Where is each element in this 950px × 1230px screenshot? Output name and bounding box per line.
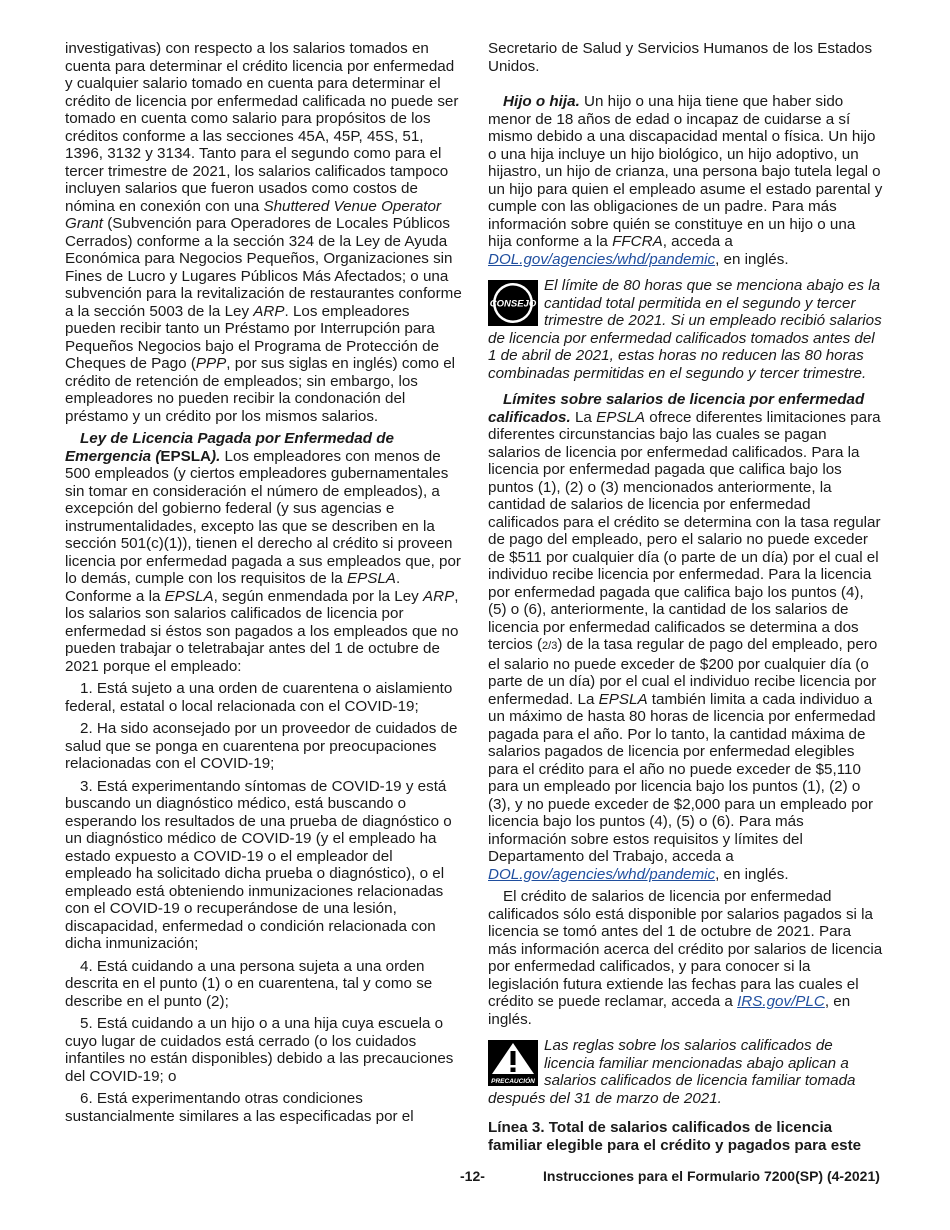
page-number: -12- — [460, 1168, 485, 1184]
paragraph-continuation: Secretario de Salud y Servicios Humanos de los Estados Unidos. — [488, 40, 873, 75]
left-column — [65, 40, 462, 1130]
svg-text:CONSEJO: CONSEJO — [489, 298, 537, 310]
tip-text: El límite de 80 horas que se menciona abajo es la cantidad total permitida en el segundo y tercer trimestre de 2021. Si un empleado recibió salarios de licencia por enfermedad calificados tomados antes del 1 de abril de 2021, estas horas no reducen las 80 horas combinadas permitidas en el segundo y tercer trimestre. — [488, 277, 882, 382]
list-item: 5. Está cuidando a un hijo o a una hija cuya escuela o cuyo lugar de cuidados está cerrado (o los cuidados infantiles no están disponibles) debido a las precauciones del COVID-19; o — [65, 1015, 454, 1085]
right-column — [488, 40, 883, 1159]
consejo-icon — [488, 280, 538, 326]
form-title: Instrucciones para el Formulario 7200(SP) (4-2021) — [543, 1168, 880, 1184]
paragraph-epsla: Ley de Licencia Pagada por Enfermedad de Emergencia (EPSLA). Los empleadores con menos de 500 empleados (y ciertos empleadores gubernamentales sin tomar en consideración el número de empleados), a excepción del gobierno federal (y sus agencias e instrumentalidades, excepto las que se describen en la sección 501(c)(1)), tienen el derecho al crédito si proveen licencia por enfermedad pagada a sus empleados que, por lo demás, cumple con los requisitos de la EPSLA. Conforme a la EPSLA, según enmendada por la Ley ARP, los salarios son salarios calificados de licencia por enfermedad si éstos son pagados a los empleados que no pueden trabajar o teletrabajar antes del 1 de octubre de 2021 porque el empleado: — [65, 430, 461, 675]
svg-text:PRECAUCIÓN: PRECAUCIÓN — [491, 1078, 535, 1085]
dol-pandemic-link[interactable]: DOL.gov/agencies/whd/pandemic — [488, 250, 716, 268]
caution-text: Las reglas sobre los salarios calificados de licencia familiar mencionadas abajo aplican a salarios calificados de licencia familiar tomada después del 31 de marzo de 2021. — [488, 1037, 856, 1107]
dol-pandemic-link[interactable]: DOL.gov/agencies/whd/pandemic — [488, 865, 716, 883]
paragraph-credito: El crédito de salarios de licencia por enfermedad calificados sólo está disponible por salarios pagados si la licencia se tomó antes del 1 de octubre de 2021. Para más información acerca del crédito por salarios de licencia por enfermedad calificados, y para conocer si la legislación futura extiende las fechas para las cuales el crédito se puede reclamar, acceda a IRS.gov/PLC, en inglés. — [488, 888, 883, 1028]
list-item: 3. Está experimentando síntomas de COVID-19 y está buscando un diagnóstico médico, está buscando o esperando los resultados de una prueba de diagnóstico o un diagnóstico médico de COVID-19 (y el empleado ha estado expuesto a COVID-19 o el empleador del empleado ha solicitado dicha prueba o diagnóstico), o el empleado está obteniendo inmunizaciones relacionadas con el COVID-19 o recuperándose de una lesión, discapacidad, enfermedad o condición relacionada con dicha inmunización; — [65, 777, 452, 952]
list-item: 6. Está experimentando otras condiciones sustancialmente similares a las especificadas por el — [65, 1090, 414, 1125]
list-item: 2. Ha sido aconsejado por un proveedor de cuidados de salud que se ponga en cuarentena por preocupaciones relacionadas con el COVID-19; — [65, 720, 458, 772]
paragraph-limites: Límites sobre salarios de licencia por enfermedad calificados. La EPSLA ofrece diferentes limitaciones para diferentes circunstancias bajo las cuales se pagan salarios de licencia por enfermedad calificados. Para la licencia por enfermedad pagada que califica bajo los puntos (1), (2) o (3) mencionados anteriormente, la cantidad de salarios de licencia por enfermedad calificados para el crédito se determina con la tasa regular de pago del empleado, pero el salario no puede exceder de $511 por cualquier día (o parte de un día) por el cual el individuo recibe licencia por enfermedad. Para la licencia por enfermedad pagada que califica bajo los puntos (4), (5) o (6), anteriormente, la cantidad de los salarios de licencia por enfermedad calificados se determina a dos tercios (2/3) de la tasa regular de pago del empleado, pero el salario no puede exceder de $200 por cualquier día (o parte de un día) por el cual el individuo recibe licencia por enfermedad. La EPSLA también limita a cada individuo a un máximo de hasta 80 horas de licencia por enfermedad pagada para el año. Por lo tanto, la cantidad máxima de salarios pagados de licencia por enfermedad elegibles para el crédito para el año no puede exceder de $5,110 para un empleado por licencia bajo los puntos (1), (2) o (3), y no puede exceder de $2,000 para un empleado por licencia bajo los puntos (4), (5) o (6). Para más información sobre estos requisitos y límites del Departamento del Trabajo, acceda a DOL.gov/agencies/whd/pandemic, en inglés. — [488, 391, 881, 883]
section-heading-linea-3: Línea 3. Total de salarios calificados de licencia familiar elegible para el crédito y pagados para este — [488, 1119, 862, 1154]
precaucion-icon — [488, 1040, 538, 1086]
tip-box — [488, 277, 883, 382]
list-item: 4. Está cuidando a una persona sujeta a una orden descrita en el punto (1) o en cuarentena, tal y como se describe en el punto (2); — [65, 957, 433, 1010]
paragraph-hijo-hija: Hijo o hija. Un hijo o una hija tiene que haber sido menor de 18 años de edad o incapaz de cuidarse a sí mismo debido a una discapacidad mental o física. Un hijo o una hija incluye un hijo biológico, un hijo adoptivo, un hijastro, un hijo de crianza, una persona bajo tutela legal o un hijo para quien el empleado asume el estado parental y cumple con las obligaciones de un padre. Para más información sobre quién se constituye en un hijo o una hija conforme a la FFCRA, acceda a DOL.gov/agencies/whd/pandemic, en inglés. — [488, 93, 883, 268]
irs-plc-link[interactable]: IRS.gov/PLC — [737, 993, 825, 1010]
paragraph-continuation: investigativas) con respecto a los salarios tomados en cuenta para determinar el crédito licencia por enfermedad y cualquier salario tomado en cuenta para determinar el crédito de licencia por enfermedad calificada no puede ser tomado en cuenta como salario para propósitos de los créditos conforme a las secciones 45A, 45P, 45S, 51, 1396, 3132 y 3134. Tanto para el segundo como para el tercer trimestre de 2021, los salarios calificados tampoco incluyen salarios que fueron usados como costos de nómina en conexión con una Shuttered Venue Operator Grant (Subvención para Operadores de Locales Públicos Cerrados) conforme a la sección 324 de la Ley de Ayuda Económica para Negocios Pequeños, Organizaciones sin Fines de Lucro y Lugares Públicos Más Afectados; o una subvención para la revitalización de restaurantes conforme a la sección 5003 de la Ley ARP. Los empleadores pueden recibir tanto un Préstamo por Interrupción para Pequeños Negocios bajo el Programa de Protección de Cheques de Pago (PPP, por sus siglas en inglés) como el crédito de retención de empleados; sin embargo, los empleadores no pueden recibir la condonación del préstamo y un crédito por los mismos salarios. — [65, 40, 462, 425]
list-item: 1. Está sujeto a una orden de cuarentena o aislamiento federal, estatal o local relacionada con el COVID-19; — [65, 680, 453, 715]
caution-box — [488, 1037, 883, 1107]
